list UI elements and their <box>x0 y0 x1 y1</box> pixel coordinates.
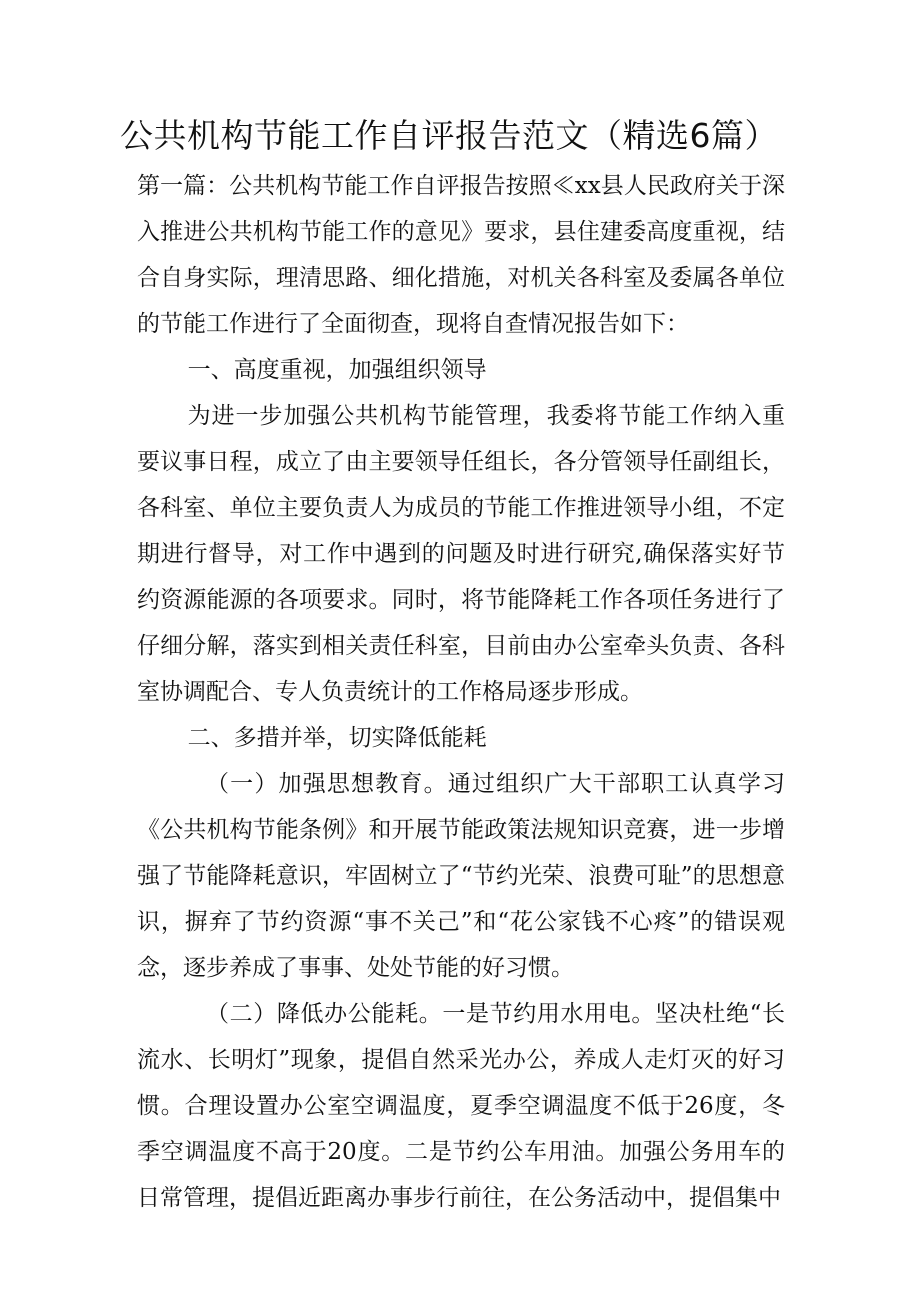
paragraph-intro: 第一篇：公共机构节能工作自评报告按照≪xx县人民政府关于深入推进公共机构节能工作的意见》要求，县住建委高度重视，结合自身实际，理清思路、细化措施，对机关各科室及委属各单位的节能工作进行了全面彻查，现将自查情况报告如下： <box>137 173 785 337</box>
section-heading-2: 二、多措并举，切实降低能耗 <box>187 725 487 751</box>
paragraph-section-1: 为进一步加强公共机构节能管理，我委将节能工作纳入重要议事日程，成立了由主要领导任组长，各分管领导任副组长，各科室、单位主要负责人为成员的节能工作推进领导小组，不定期进行督导，对工作中遇到的问题及时进行研究,确保落实好节约资源能源的各项要求。同时，将节能降耗工作各项任务进行了仔细分解，落实到相关责任科室，目前由办公室牵头负责、各科室协调配合、专人负责统计的工作格局逐步形成。 <box>137 403 785 705</box>
document-title: 公共机构节能工作自评报告范文（精选6篇） <box>120 116 778 155</box>
paragraph-subsection-1: （一）加强思想教育。通过组织广大干部职工认真学习《公共机构节能条例》和开展节能政策法规知识竞赛，进一步增强了节能降耗意识，牢固树立了“节约光荣、浪费可耻”的思想意识，摒弃了节约资源“事不关己”和“花公家钱不心疼”的错误观念，逐步养成了事事、处处节能的好习惯。 <box>137 771 785 981</box>
paragraph-subsection-2: （二）降低办公能耗。一是节约用水用电。坚决杜绝“长流水、长明灯”现象，提倡自然采光办公，养成人走灯灭的好习惯。合理设置办公室空调温度，夏季空调温度不低于26度，冬季空调温度不高于20度。二是节约公车用油。加强公务用车的日常管理，提倡近距离办事步行前往，在公务活动中，提倡集中 <box>137 1001 785 1211</box>
section-heading-1: 一、高度重视，加强组织领导 <box>187 357 487 383</box>
document-body <box>137 163 785 1221</box>
